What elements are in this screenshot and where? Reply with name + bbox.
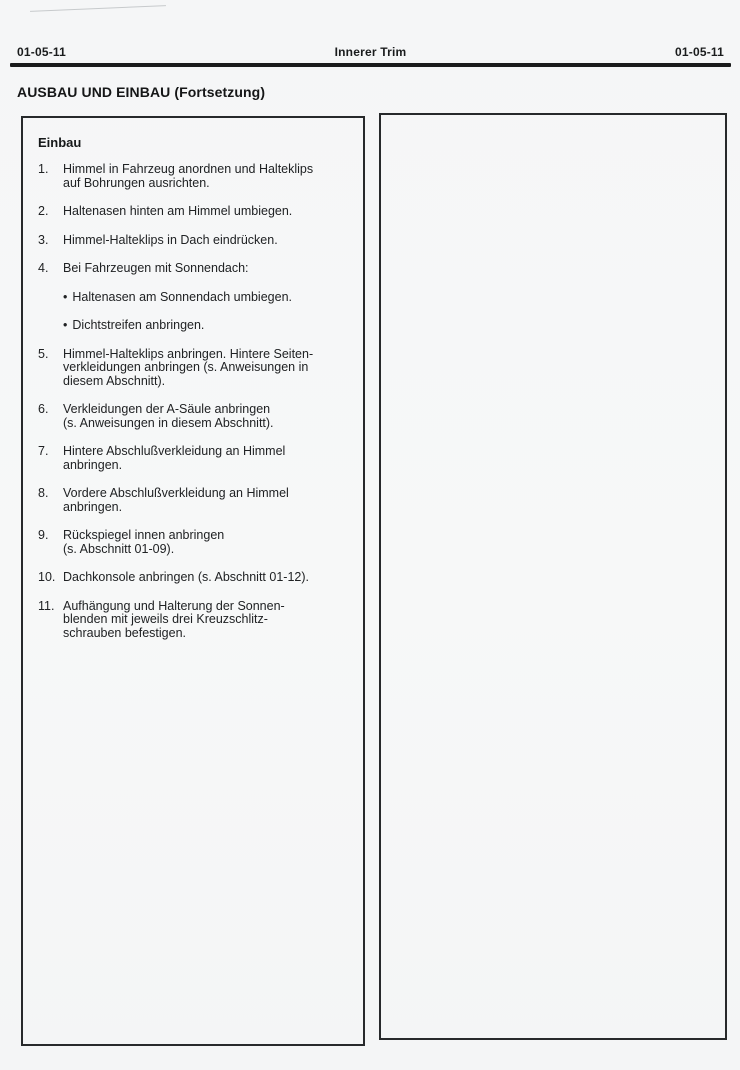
step-text-line: Himmel-Halteklips in Dach eindrücken. [63,232,278,247]
bullet-item [63,319,349,333]
step-number: 2. [38,204,49,218]
step-number: 3. [38,232,49,247]
step-text [63,234,349,248]
list-item [38,262,349,333]
step-text-line: Hintere Abschlußverkleidung an Himmel [63,444,286,458]
bullet-text: Haltenasen am Sonnendach umbiegen. [72,289,292,304]
list-item [38,600,349,641]
step-text-line: anbringen. [63,457,123,472]
step-text [63,600,349,641]
step-text [63,348,349,389]
list-item [38,163,349,190]
step-text-line: Himmel-Halteklips anbringen. Hintere Seiten- [63,346,314,361]
step-text-line: Vordere Abschlußverkleidung an Himmel [63,486,289,500]
bullet-text: Dichtstreifen anbringen. [72,318,205,332]
section-title: AUSBAU UND EINBAU (Fortsetzung) [17,84,266,100]
step-number: 1. [38,162,49,176]
header-rule [10,63,731,67]
list-item [38,205,349,219]
step-text-line: diesem Abschnitt). [63,373,166,388]
list-item [38,234,349,248]
step-number: 11. [38,598,55,613]
step-text-line: Rückspiegel innen anbringen [63,528,225,542]
bullet-icon: • [63,289,68,304]
list-item [38,571,349,585]
list-item [38,445,349,472]
header-left-code: 01-05-11 [17,45,66,59]
step-text [63,403,349,430]
illustration-panel-empty [379,113,727,1040]
step-text [63,571,349,585]
list-item [38,403,349,430]
step-text-line: Haltenasen hinten am Himmel umbiegen. [63,204,293,218]
step-text [63,445,349,472]
list-item [38,487,349,514]
step-text [63,487,349,514]
scan-artifact-line [30,5,166,12]
step-number: 5. [38,346,49,361]
step-number: 10. [38,570,56,584]
page-header [17,45,724,61]
list-item [38,529,349,556]
step-text-line: blenden mit jeweils drei Kreuzschlitz- [63,612,268,626]
list-item [38,348,349,389]
step-text [63,262,349,333]
step-text-line: anbringen. [63,499,123,514]
step-text [63,205,349,219]
step-number: 4. [38,261,49,275]
bullet-item [63,291,349,305]
step-text [63,529,349,556]
step-text-line: auf Bohrungen ausrichten. [63,175,210,190]
step-text-line: Aufhängung und Halterung der Sonnen- [63,598,285,613]
step-text-line: Dachkonsole anbringen (s. Abschnitt 01-12). [63,570,309,584]
step-number: 8. [38,486,49,500]
step-text [63,163,349,190]
step-text-line: Himmel in Fahrzeug anordnen und Halteklips [63,162,314,176]
header-title: Innerer Trim [334,45,407,59]
step-number: 7. [38,444,49,458]
step-text-line: Bei Fahrzeugen mit Sonnendach: [63,261,249,275]
steps-list [38,163,349,640]
step-text-line: (s. Anweisungen in diesem Abschnitt). [63,415,274,430]
step-number: 9. [38,528,49,542]
step-number: 6. [38,402,49,416]
panel-heading: Einbau [38,135,82,150]
instructions-panel [21,116,365,1046]
step-text-line: (s. Abschnitt 01-09). [63,541,175,556]
step-text-line: verkleidungen anbringen (s. Anweisungen in [63,360,309,374]
header-right-code: 01-05-11 [675,45,724,59]
bullet-icon: • [63,318,68,332]
step-text-line: schrauben befestigen. [63,625,187,640]
step-text-line: Verkleidungen der A-Säule anbringen [63,402,271,416]
